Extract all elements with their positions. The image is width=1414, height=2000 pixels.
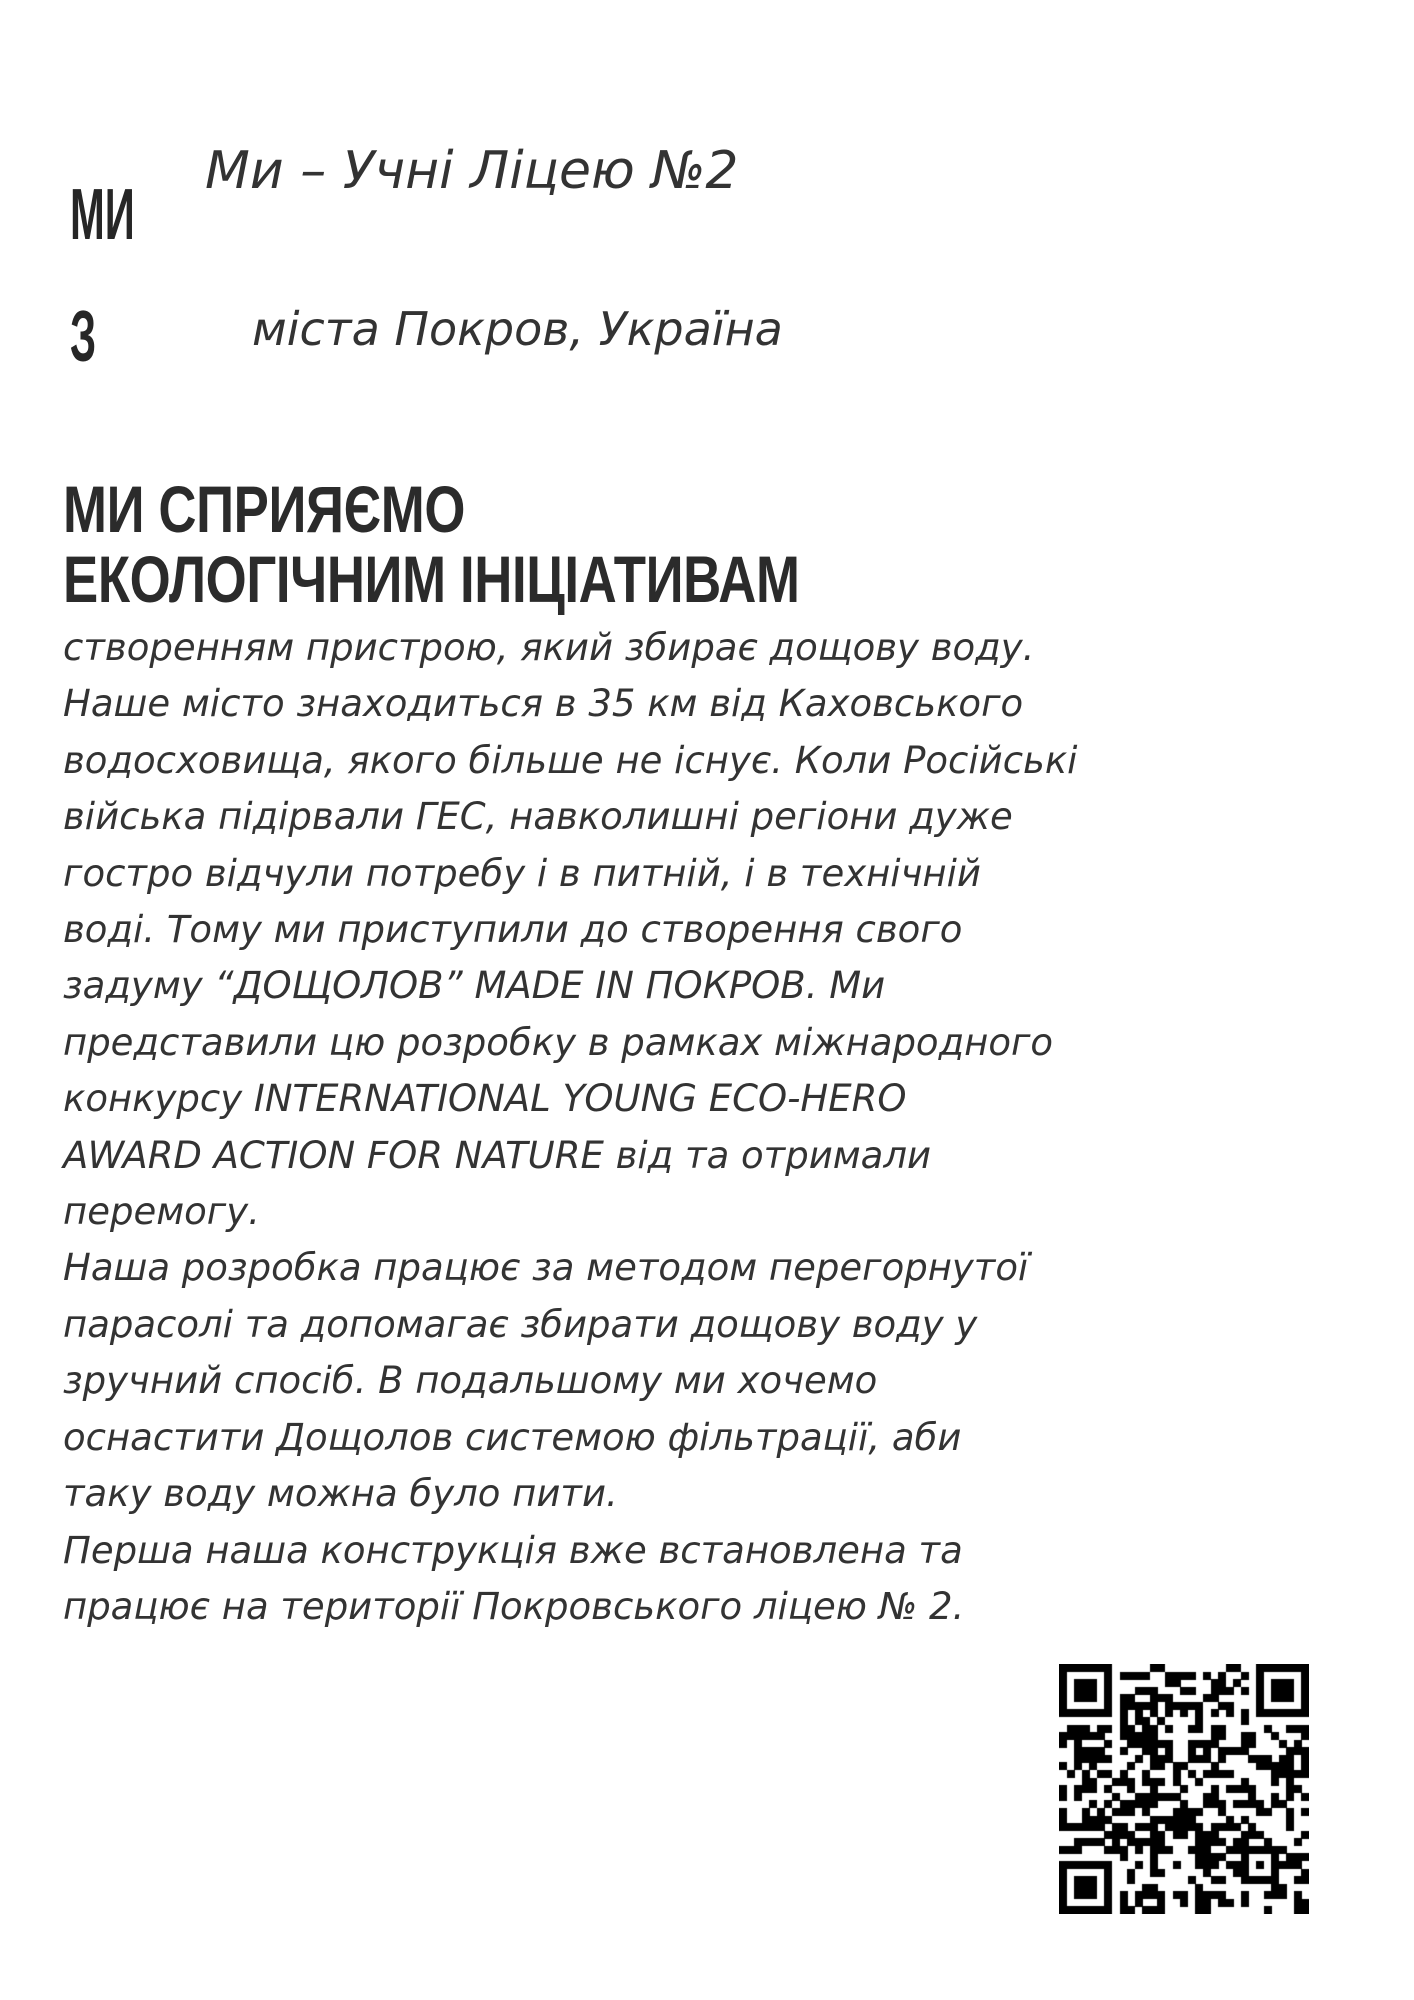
body-line: створенням пристрою, який збирає дощову воду.	[63, 626, 1035, 669]
masthead-letter-bottom: З	[70, 297, 97, 377]
section-heading-line2: ЕКОЛОГІЧНИМ ІНІЦІАТИВАМ	[63, 542, 800, 616]
body-line: парасолі та допомагає збирати дощову воду у	[63, 1302, 978, 1346]
body-text	[63, 620, 1078, 1635]
body-line: воді. Тому ми приступили до створення свого	[63, 908, 963, 952]
body-line: зручний спосіб. В подальшому ми хочемо	[63, 1359, 878, 1403]
section-heading-line1: МИ СПРИЯЄМО	[63, 472, 466, 546]
header-title-line1: Ми – Учні Ліцею №2	[205, 141, 739, 201]
body-line: Наше місто знаходиться в 35 км від Каховського	[63, 682, 1024, 726]
body-line: оснастити Дощолов системою фільтрації, аби	[63, 1415, 962, 1459]
body-line: водосховища, якого більше не існує. Коли Російські	[63, 738, 1078, 782]
body-line: працює на території Покровського ліцею № 2.	[63, 1584, 965, 1628]
body-line: Перша наша конструкція вже встановлена та	[63, 1528, 963, 1572]
body-line: Наша розробка працює за методом перегорнутої	[63, 1246, 1029, 1290]
body-line: представили цю розробку в рамках міжнародного	[63, 1020, 1054, 1064]
body-line: конкурсу INTERNATIONAL YOUNG ECO-HERO	[63, 1077, 907, 1121]
qr-code	[1059, 1664, 1309, 1914]
body-line: AWARD ACTION FOR NATURE від та отримали	[63, 1133, 932, 1177]
masthead-letters-top: МИ	[70, 175, 135, 255]
body-line: таку воду можна було пити.	[63, 1472, 618, 1516]
header-title-line2: міста Покров, Україна	[252, 302, 783, 356]
section-heading	[63, 474, 800, 614]
body-line: перемогу.	[63, 1190, 260, 1234]
body-line: задуму “ДОЩОЛОВ” MADE IN ПОКРОВ. Ми	[63, 964, 886, 1008]
body-line: війська підірвали ГЕС, навколишні регіони дуже	[63, 795, 1013, 839]
body-line: гостро відчули потребу і в питній, і в технічній	[63, 851, 981, 895]
